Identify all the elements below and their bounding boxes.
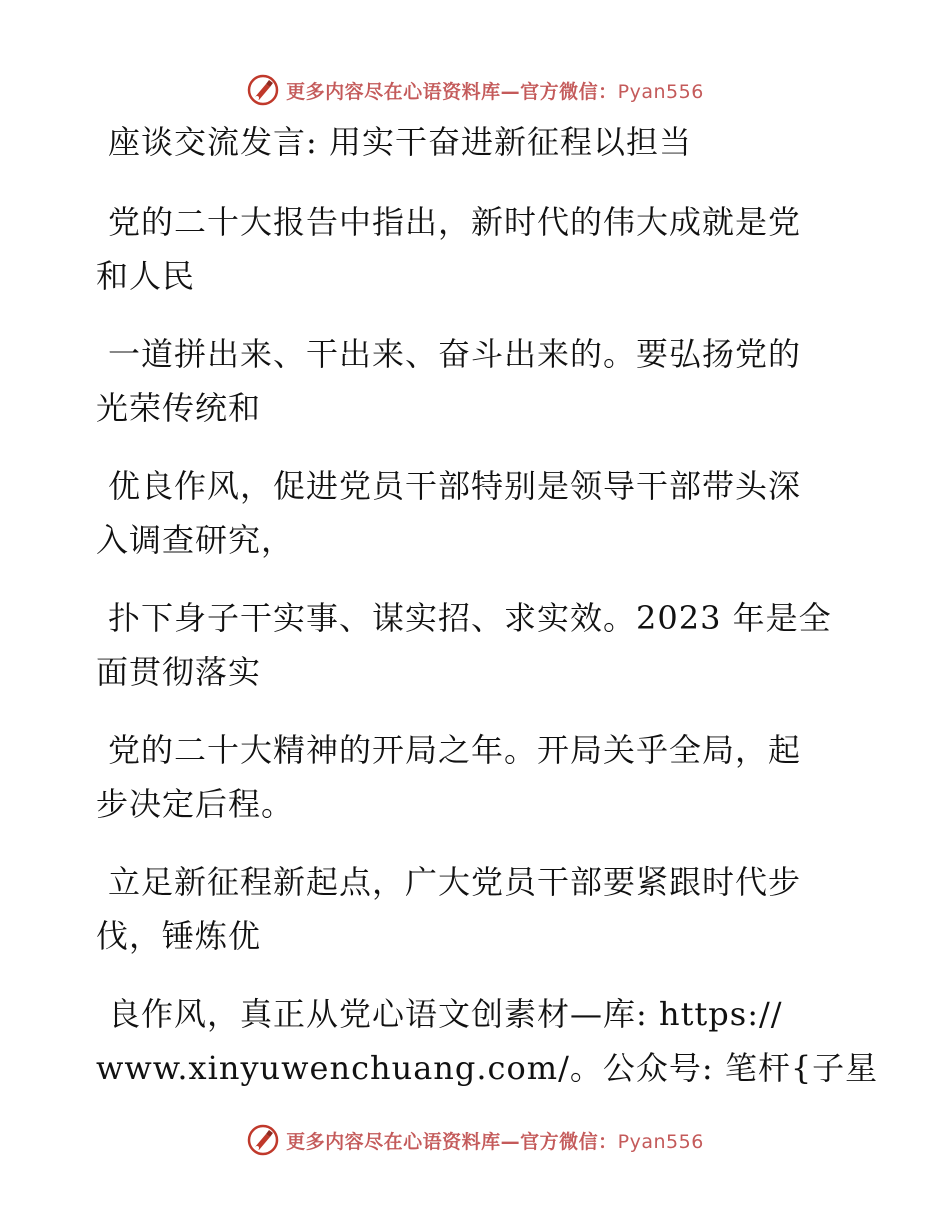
paragraph-line: 立足新征程新起点，广大党员干部要紧跟时代步 [108, 863, 802, 901]
paragraph-line: 入调查研究， [96, 521, 295, 559]
paragraph-line: 良作风，真正从党心语文创素材—库: https:// [108, 995, 783, 1033]
watermark-text: 更多内容尽在心语资料库—官方微信：Pyan556 [286, 1130, 704, 1153]
paragraph-line: www.xinyuwenchuang.com/。公众号: 笔杆{子星 [96, 1049, 879, 1087]
paragraph-line: 一道拼出来、干出来、奋斗出来的。要弘扬党的 [108, 335, 802, 373]
document-title: 座谈交流发言: 用实干奋进新征程以担当 [108, 123, 692, 161]
paragraph-line: 和人民 [96, 257, 196, 295]
paragraph-line: 党的二十大报告中指出，新时代的伟大成就是党 [108, 203, 802, 241]
footer-watermark [0, 1120, 950, 1160]
watermark-text: 更多内容尽在心语资料库—官方微信：Pyan556 [286, 80, 704, 103]
paragraph-line: 光荣传统和 [96, 389, 262, 427]
paragraph-line: 优良作风，促进党员干部特别是领导干部带头深 [108, 467, 802, 505]
pen-logo-icon [246, 1123, 280, 1157]
paragraph-line: 伐，锤炼优 [96, 917, 262, 955]
header-watermark [0, 70, 950, 110]
paragraph-line: 面贯彻落实 [96, 653, 262, 691]
paragraph-line: 步决定后程。 [96, 785, 295, 823]
paragraph-line: 党的二十大精神的开局之年。开局关乎全局，起 [108, 731, 802, 769]
pen-logo-icon [246, 73, 280, 107]
paragraph-line: 扑下身子干实事、谋实招、求实效。2023 年是全 [108, 599, 832, 637]
